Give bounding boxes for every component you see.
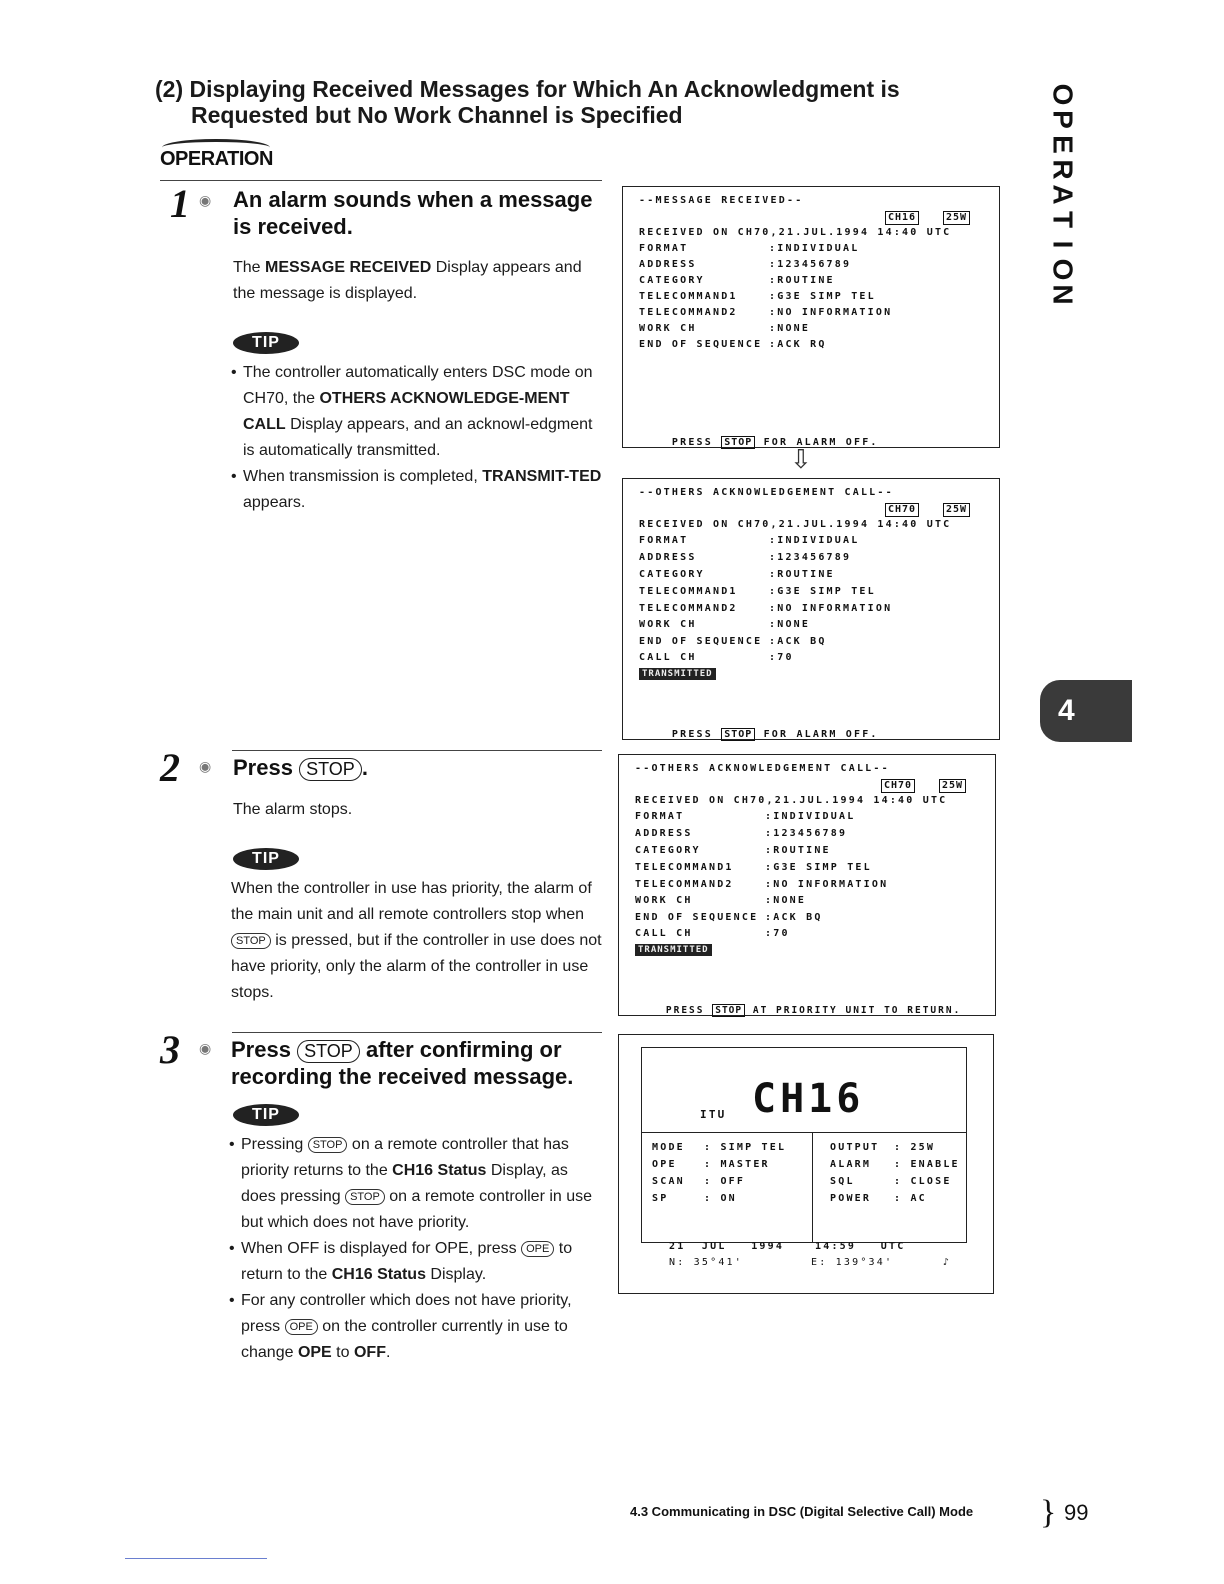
press-line: PRESS STOP FOR ALARM OFF. (671, 729, 879, 740)
screen-others-ack-call (622, 478, 1000, 740)
power-badge: 25W (943, 211, 970, 225)
row-value: :G3E SIMP TEL (769, 291, 876, 302)
stop-key-icon: STOP (721, 436, 755, 449)
title-line-1: (2) Displaying Received Messages for Which An Acknowledgment is (155, 76, 900, 102)
row-label: TELECOMMAND2 (639, 307, 738, 318)
power-badge: 25W (943, 503, 970, 517)
row-value: :123456789 (769, 552, 852, 563)
row-label: FORMAT (639, 243, 689, 254)
tip-item: • When transmission is completed, TRANSMIT-TED appears. (231, 464, 603, 516)
row-value: :ROUTINE (769, 275, 835, 286)
row-label: CALL CH (639, 652, 697, 663)
transmitted-status: TRANSMITTED (639, 668, 716, 680)
press-line: PRESS STOP AT PRIORITY UNIT TO RETURN. (665, 1005, 962, 1016)
row-value: :INDIVIDUAL (769, 243, 860, 254)
itu-label: ITU (700, 1108, 727, 1121)
row-label: ADDRESS (639, 259, 697, 270)
step-1-tips (231, 360, 603, 516)
row-value: :123456789 (765, 828, 848, 839)
row-value: :INDIVIDUAL (765, 811, 856, 822)
row-value: :NO INFORMATION (765, 879, 889, 890)
speaker-icon: ♪ (943, 1257, 952, 1268)
stop-key-icon: STOP (297, 1040, 360, 1063)
chapter-tab: 4 (1040, 680, 1132, 742)
stop-key-icon: STOP (712, 1004, 745, 1017)
stop-key-icon: STOP (721, 728, 755, 741)
screen-ch16-status (618, 1034, 994, 1294)
step-1-heading: An alarm sounds when a message is received. (233, 187, 593, 239)
step-3-number: 3 (160, 1027, 180, 1072)
step-3-tips (229, 1132, 603, 1366)
step-bullet-icon: ◉ (199, 1040, 212, 1056)
transmitted-status: TRANSMITTED (635, 944, 712, 956)
row-value: :ROUTINE (765, 845, 831, 856)
tip-item: • Pressing STOP on a remote controller that has priority returns to the CH16 Status Display, as does pressing STOP on a remote controller in use but which does not have priority. (229, 1132, 603, 1236)
stop-key-icon: STOP (308, 1137, 348, 1153)
screen-message-received (622, 186, 1000, 448)
divider (160, 180, 602, 181)
row-value: :70 (765, 928, 790, 939)
step-2-number: 2 (160, 745, 180, 790)
row-label: END OF SEQUENCE (639, 636, 763, 647)
screen-header: --OTHERS ACKNOWLEDGEMENT CALL-- (635, 763, 890, 774)
row-label: END OF SEQUENCE (639, 339, 763, 350)
page-number: 99 (1064, 1500, 1089, 1525)
row-label: CATEGORY (639, 275, 705, 286)
row-value: :NONE (765, 895, 807, 906)
row-value: :123456789 (769, 259, 852, 270)
row-value: :INDIVIDUAL (769, 535, 860, 546)
received-line: RECEIVED ON CH70,21.JUL.1994 14:40 UTC (639, 227, 952, 238)
step-2-tip: When the controller in use has priority, the alarm of the main unit and all remote controllers stop when STOP is pressed, but if the controller in use does not have priority, only the alarm of the controller in use stops. (231, 880, 602, 1001)
ope-key-icon: OPE (521, 1241, 554, 1257)
screen-others-ack-call-priority (618, 754, 996, 1016)
row-value: :70 (769, 652, 794, 663)
row-label: CATEGORY (635, 845, 701, 856)
row-value: :ACK RQ (769, 339, 827, 350)
status-panel: ITU CH16 MODE : SIMP TEL OPE : MASTER SCAN : OFF SP : ON OUTPUT : 25W ALARM : ENABLE SQL : CLOSE POWER : AC (641, 1047, 967, 1243)
row-value: :NO INFORMATION (769, 307, 893, 318)
ope-key-icon: OPE (285, 1319, 318, 1335)
row-label: ADDRESS (635, 828, 693, 839)
power-badge: 25W (939, 779, 966, 793)
row-label: WORK CH (639, 619, 697, 630)
row-label: TELECOMMAND1 (639, 586, 738, 597)
page-title (155, 76, 1055, 128)
longitude-display: E: 139°34' (811, 1257, 894, 1268)
row-value: :G3E SIMP TEL (765, 862, 872, 873)
row-value: :NONE (769, 323, 811, 334)
row-label: TELECOMMAND2 (635, 879, 734, 890)
divider (232, 750, 602, 751)
row-label: TELECOMMAND1 (635, 862, 734, 873)
row-label: ADDRESS (639, 552, 697, 563)
row-label: FORMAT (635, 811, 685, 822)
row-label: FORMAT (639, 535, 689, 546)
tip-badge: TIP (233, 332, 299, 354)
brace-icon: } (1040, 1494, 1057, 1531)
step-bullet-icon: ◉ (199, 192, 212, 208)
time-display: 14:59 UTC (815, 1241, 906, 1252)
screen-header: --MESSAGE RECEIVED-- (639, 195, 804, 206)
divider (232, 1032, 602, 1033)
row-label: WORK CH (635, 895, 693, 906)
row-value: :ACK BQ (769, 636, 827, 647)
screen-header: --OTHERS ACKNOWLEDGEMENT CALL-- (639, 487, 894, 498)
row-value: :G3E SIMP TEL (769, 586, 876, 597)
date-display: 21 JUL 1994 (669, 1241, 785, 1252)
stop-key-icon: STOP (299, 758, 362, 781)
row-value: :ROUTINE (769, 569, 835, 580)
tip-item: • When OFF is displayed for OPE, press OPE to return to the CH16 Status Display. (229, 1236, 603, 1288)
step-3-heading: Press STOP after confirming or recording the received message. (231, 1037, 574, 1089)
row-value: :ACK BQ (765, 912, 823, 923)
row-value: :NONE (769, 619, 811, 630)
tip-badge: TIP (233, 848, 299, 870)
divider (125, 1558, 267, 1559)
step-2-body: The alarm stops. (233, 801, 353, 818)
row-label: TELECOMMAND2 (639, 603, 738, 614)
stop-key-icon: STOP (231, 933, 271, 949)
operation-label: OPERATION (160, 148, 273, 171)
row-label: WORK CH (639, 323, 697, 334)
tip-item: • The controller automatically enters DSC mode on CH70, the OTHERS ACKNOWLEDGE-MENT CALL Display appears, and an acknowl-edgment is automatically transmitted. (231, 360, 603, 464)
row-label: TELECOMMAND1 (639, 291, 738, 302)
step-2-heading: Press STOP . (233, 755, 368, 780)
step-1-body: The MESSAGE RECEIVED Display appears and the message is displayed. (233, 259, 582, 302)
received-line: RECEIVED ON CH70,21.JUL.1994 14:40 UTC (635, 795, 948, 806)
row-value: :NO INFORMATION (769, 603, 893, 614)
press-line: PRESS STOP FOR ALARM OFF. (671, 437, 879, 448)
footer-section-title: 4.3 Communicating in DSC (Digital Selective Call) Mode (630, 1504, 974, 1519)
tip-badge: TIP (233, 1104, 299, 1126)
channel-badge: CH70 (881, 779, 915, 793)
side-operation-label: O P E R A T I O N (1047, 83, 1079, 305)
channel-display: CH16 (752, 1076, 865, 1122)
tip-item: • For any controller which does not have priority, press OPE on the controller currently in use to change OPE to OFF. (229, 1288, 603, 1366)
down-arrow-icon: ⇩ (790, 444, 812, 474)
stop-key-icon: STOP (345, 1189, 385, 1205)
step-bullet-icon: ◉ (199, 758, 212, 774)
title-line-2: Requested but No Work Channel is Specified (191, 102, 683, 128)
step-1-number: 1 (170, 181, 190, 226)
latitude-display: N: 35°41' (669, 1257, 743, 1268)
row-label: CATEGORY (639, 569, 705, 580)
row-label: END OF SEQUENCE (635, 912, 759, 923)
channel-badge: CH16 (885, 211, 919, 225)
received-line: RECEIVED ON CH70,21.JUL.1994 14:40 UTC (639, 519, 952, 530)
channel-badge: CH70 (885, 503, 919, 517)
row-label: CALL CH (635, 928, 693, 939)
